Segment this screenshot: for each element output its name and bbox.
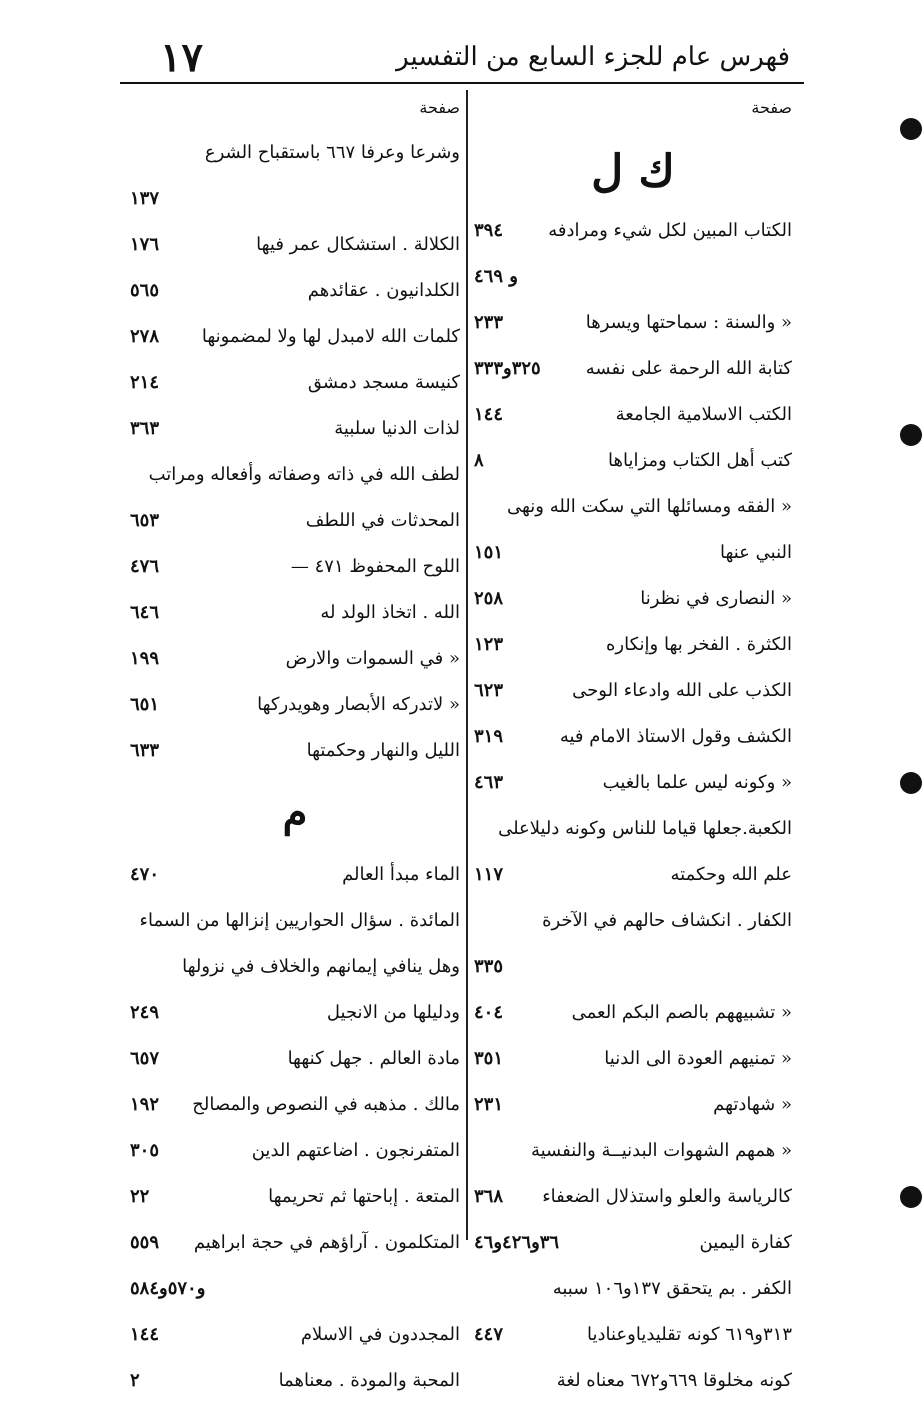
index-entry xyxy=(474,484,792,530)
entry-page-number: ٢٣١ xyxy=(474,1094,504,1115)
entry-term: الكفر . بم يتحقق ١٣٧و١٠٦ سببه xyxy=(552,1278,792,1299)
index-entry xyxy=(130,498,460,544)
index-entry xyxy=(474,714,792,760)
entry-term: ٣١٣و٦١٩ كونه تقليدياوعناديا xyxy=(586,1324,792,1345)
entry-term: كفارة اليمين xyxy=(699,1232,792,1253)
entry-term: المائدة . سؤال الحواريين إنزالها من السماء xyxy=(139,910,460,931)
entry-page-number: ٦٥٧ xyxy=(130,1048,160,1069)
entry-term: مالك . مذهبه في النصوص والمصالح xyxy=(192,1094,460,1115)
index-entry xyxy=(130,1312,460,1358)
entry-page-number: و ٤٦٩ xyxy=(474,266,518,287)
index-entry xyxy=(130,360,460,406)
index-entry xyxy=(474,1266,792,1312)
entry-page-number: ٣١٩ xyxy=(474,726,504,747)
entry-term: وشرعا وعرفا ٦٦٧ باستقباح الشرع xyxy=(204,142,460,163)
entry-term: المتفرنجون . اضاعتهم الدين xyxy=(251,1140,460,1161)
entry-term: « وكونه ليس علما بالغيب xyxy=(602,772,792,793)
entry-term: كتابة الله الرحمة على نفسه xyxy=(585,358,792,379)
entry-term: لذات الدنيا سلبية xyxy=(334,418,460,439)
entry-page-number: ٢٢ xyxy=(130,1186,150,1207)
index-entry xyxy=(130,1220,460,1266)
entry-term: الليل والنهار وحكمتها xyxy=(306,740,460,761)
index-entry xyxy=(130,268,460,314)
entry-term: « والسنة : سماحتها ويسرها xyxy=(585,312,792,333)
entry-page-number: ٤٤٧ xyxy=(474,1324,504,1345)
entry-page-number: ٢٤٩ xyxy=(130,1002,160,1023)
binding-hole xyxy=(900,424,922,446)
entry-term: كتب أهل الكتاب ومزاياها xyxy=(608,450,792,471)
index-entry xyxy=(130,852,460,898)
index-entry xyxy=(474,300,792,346)
entry-term: « في السموات والارض xyxy=(285,648,460,669)
entry-page-number: ٤٠٤ xyxy=(474,1002,504,1023)
index-entry xyxy=(130,314,460,360)
entry-page-number: ٣٢٥و٣٣٣ xyxy=(474,358,541,379)
entry-term: الكتب الاسلامية الجامعة xyxy=(615,404,792,425)
entry-term: الكلالة . استشكال عمر فيها xyxy=(256,234,460,255)
index-entry xyxy=(130,130,460,176)
entry-term: الكعبة.جعلها قياما للناس وكونه دليلاعلى xyxy=(498,818,792,839)
entry-term: المتعة . إباحتها ثم تحريمها xyxy=(268,1186,460,1207)
entry-page-number: ٥٥٩ xyxy=(130,1232,160,1253)
entry-page-number: ٢٧٨ xyxy=(130,326,160,347)
entry-term: كالرياسة والعلو واستذلال الضعفاء xyxy=(542,1186,792,1207)
entry-page-number: و٥٧٠و٥٨٤ xyxy=(130,1278,206,1299)
entry-page-number: ١٤٤ xyxy=(474,404,504,425)
entry-page-number: ٨ xyxy=(474,450,484,471)
index-entry xyxy=(474,1082,792,1128)
entry-term: المحبة والمودة . معناهما xyxy=(278,1370,460,1391)
entry-term: « شهادتهم xyxy=(713,1094,792,1115)
entry-page-number: ٣٦٣ xyxy=(130,418,160,439)
index-entry xyxy=(474,438,792,484)
index-entry xyxy=(130,1174,460,1220)
index-entry xyxy=(130,1358,460,1404)
index-entry xyxy=(474,806,792,852)
entry-page-number: ٣٣٥ xyxy=(474,956,504,977)
index-entry xyxy=(130,590,460,636)
entry-term: المتكلمون . آراؤهم في حجة ابراهيم xyxy=(193,1232,460,1253)
entry-term: الكثرة . الفخر بها وإنكاره xyxy=(605,634,792,655)
entry-page-number: ٣٦٨ xyxy=(474,1186,504,1207)
index-entry xyxy=(474,1358,792,1404)
entry-term: كلمات الله لامبدل لها ولا لمضمونها xyxy=(201,326,460,347)
index-entry xyxy=(130,1266,460,1312)
entry-term: مادة العالم . جهل كنهها xyxy=(287,1048,460,1069)
entry-term: الكلدانيون . عقائدهم xyxy=(307,280,460,301)
entry-page-number: ٢٣٣ xyxy=(474,312,504,333)
entry-page-number: ٣٦و٤٢٦و٤٦ xyxy=(474,1232,560,1253)
index-entry xyxy=(474,622,792,668)
index-entry xyxy=(130,636,460,682)
index-entry xyxy=(130,944,460,990)
index-entry xyxy=(130,1128,460,1174)
entry-page-number: ٦٥٣ xyxy=(130,510,160,531)
index-entry xyxy=(130,222,460,268)
index-entry xyxy=(474,208,792,254)
index-entry xyxy=(474,346,792,392)
index-entry xyxy=(474,1174,792,1220)
index-entry xyxy=(474,760,792,806)
entry-page-number: ٢١٤ xyxy=(130,372,160,393)
entry-page-number: ١٩٢ xyxy=(130,1094,160,1115)
entry-term: الكفار . انكشاف حالهم في الآخرة xyxy=(542,910,792,931)
entry-term: « تمنيهم العودة الى الدنيا xyxy=(604,1048,792,1069)
entry-term: الكذب على الله وادعاء الوحى xyxy=(572,680,792,701)
entry-term: الله . اتخاذ الولد له xyxy=(320,602,460,623)
index-entry xyxy=(474,254,792,300)
entry-term: الكتاب المبين لكل شيء ومرادفه xyxy=(548,220,792,241)
entry-term: الكشف وقول الاستاذ الامام فيه xyxy=(559,726,792,747)
entry-page-number: ١٣٧ xyxy=(130,188,160,209)
entry-page-number: ١٤٤ xyxy=(130,1324,160,1345)
page-number: ١٧ xyxy=(160,34,203,81)
entry-term: « همهم الشهوات البدنيــة والنفسية xyxy=(530,1140,792,1161)
index-entry xyxy=(474,898,792,944)
index-entry xyxy=(474,1128,792,1174)
index-entry xyxy=(474,576,792,622)
index-entry xyxy=(130,1082,460,1128)
index-entry xyxy=(130,990,460,1036)
entry-page-number: ٢ xyxy=(130,1370,140,1391)
index-entry xyxy=(474,990,792,1036)
index-entry xyxy=(474,944,792,990)
column-label: صفحة xyxy=(419,98,460,117)
entry-term: المجددون في الاسلام xyxy=(300,1324,460,1345)
column-divider xyxy=(466,90,468,1240)
index-entry xyxy=(130,682,460,728)
entry-term: اللوح المحفوظ ٤٧١ — xyxy=(290,556,460,577)
left-column xyxy=(130,98,460,1404)
index-entry xyxy=(474,668,792,714)
binding-hole xyxy=(900,772,922,794)
entry-term: كونه مخلوقا ٦٦٩و٦٧٢ معناه لغة xyxy=(556,1370,792,1391)
entry-term: الماء مبدأ العالم xyxy=(342,864,460,885)
entry-term: كنيسة مسجد دمشق xyxy=(307,372,460,393)
entry-page-number: ٤٧٦ xyxy=(130,556,160,577)
entry-page-number: ٥٦٥ xyxy=(130,280,160,301)
entry-page-number: ٢٥٨ xyxy=(474,588,504,609)
entry-term: « تشبيههم بالصم البكم العمى xyxy=(571,1002,792,1023)
index-entry xyxy=(130,1036,460,1082)
index-entry xyxy=(130,452,460,498)
index-entry xyxy=(130,176,460,222)
section-heading-kaf-lam: ك ل xyxy=(591,146,675,197)
page-title: فهرس عام للجزء السابع من التفسير xyxy=(396,42,790,72)
index-entry xyxy=(130,898,460,944)
entry-page-number: ١٥١ xyxy=(474,542,504,563)
index-entry xyxy=(474,1312,792,1358)
entry-term: « الفقه ومسائلها التي سكت الله ونهى xyxy=(506,496,792,517)
entry-term: النبي عنها xyxy=(719,542,792,563)
binding-hole xyxy=(900,1186,922,1208)
entry-term: علم الله وحكمته xyxy=(670,864,792,885)
entry-term: المحدثات في اللطف xyxy=(305,510,460,531)
entry-page-number: ١٩٩ xyxy=(130,648,160,669)
entry-term: « لاتدركه الأبصار وهويدركها xyxy=(257,694,460,715)
section-heading-mim: م xyxy=(282,789,308,836)
right-entries xyxy=(474,208,792,1404)
entry-page-number: ٣٩٤ xyxy=(474,220,504,241)
index-entry xyxy=(130,544,460,590)
index-entry xyxy=(130,406,460,452)
index-entry xyxy=(130,728,460,774)
entry-page-number: ٦٤٦ xyxy=(130,602,160,623)
page-header xyxy=(120,28,800,84)
entry-page-number: ٣٠٥ xyxy=(130,1140,160,1161)
header-rule xyxy=(120,82,804,84)
left-entries xyxy=(130,130,460,774)
entry-page-number: ٦٥١ xyxy=(130,694,160,715)
entry-term: ودليلها من الانجيل xyxy=(326,1002,460,1023)
entry-page-number: ١٧٦ xyxy=(130,234,160,255)
binding-hole xyxy=(900,118,922,140)
entry-page-number: ١٢٣ xyxy=(474,634,504,655)
entry-page-number: ١١٧ xyxy=(474,864,504,885)
entry-page-number: ٤٧٠ xyxy=(130,864,160,885)
index-entry xyxy=(474,530,792,576)
entry-page-number: ٤٦٣ xyxy=(474,772,504,793)
entry-term: « النصارى في نظرنا xyxy=(640,588,792,609)
index-entry xyxy=(474,1220,792,1266)
right-column xyxy=(474,98,792,1404)
entry-page-number: ٣٥١ xyxy=(474,1048,504,1069)
entry-page-number: ٦٣٣ xyxy=(130,740,160,761)
index-entry xyxy=(474,852,792,898)
entry-page-number: ٦٢٣ xyxy=(474,680,504,701)
index-entry xyxy=(474,1036,792,1082)
column-label: صفحة xyxy=(751,98,792,117)
entry-term: لطف الله في ذاته وصفاته وأفعاله ومراتب xyxy=(148,464,460,485)
left-entries-mim xyxy=(130,852,460,1404)
index-entry xyxy=(474,392,792,438)
entry-term: وهل ينافي إيمانهم والخلاف في نزولها xyxy=(182,956,460,977)
